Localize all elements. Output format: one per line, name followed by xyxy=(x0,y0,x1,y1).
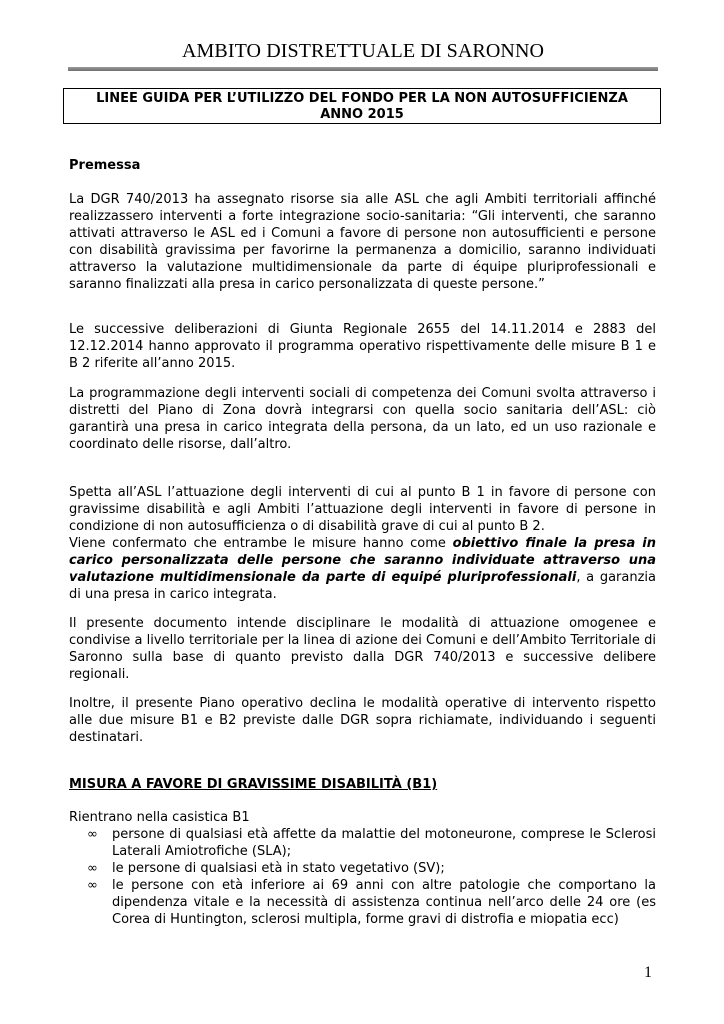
section-heading-misura-b1: MISURA A FAVORE DI GRAVISSIME DISABILITÀ (B1) xyxy=(69,777,438,792)
paragraph-dgr-740: La DGR 740/2013 ha assegnato risorse sia alle ASL che agli Ambiti territoriali affinché realizzassero interventi a forte integrazione socio-sanitaria: “Gli interventi, che saranno attivati attraverso le ASL ed i Comuni a favore di persone non autosufficienti e persone con disabilità gravissima per favorirne la permanenza a domicilio, saranno individuati attraverso la valutazione multidimensionale da parte di équipe pluriprofessionali e saranno finalizzati alla presa in carico personalizzata di queste persone.” xyxy=(69,192,656,292)
list-item xyxy=(69,860,656,877)
section-heading-premessa: Premessa xyxy=(69,158,141,173)
obiettivo-text-before: Viene confermato che entrambe le misure hanno come xyxy=(69,536,453,551)
header-divider xyxy=(68,67,658,71)
list-item xyxy=(69,877,656,928)
paragraph-presente-documento: Il presente documento intende disciplinare le modalità di attuazione omogenee e condivise a livello territoriale per la linea di azione dei Comuni e dell’Ambito Territoriale di Saronno sulla base di quanto previsto dalla DGR 740/2013 e successive delibere regionali. xyxy=(69,616,656,682)
paragraph-spetta-asl: Spetta all’ASL l’attuazione degli interventi di cui al punto B 1 in favore di persone con gravissime disabilità e agli Ambiti l’attuazione degli interventi in favore di persone in condizione di non autosufficienza o di disabilità grave di cui al punto B 2. xyxy=(69,485,656,534)
obiettivo-text-after: , a garanzia di una presa in carico integrata. xyxy=(69,570,656,602)
list-item-text: persone di qualsiasi età affette da malattie del motoneurone, comprese le Sclerosi Laterali Amiotrofiche (SLA); xyxy=(112,827,656,859)
document-title-line-1: LINEE GUIDA PER L’UTILIZZO DEL FONDO PER LA NON AUTOSUFFICIENZA xyxy=(96,91,628,106)
paragraph-obiettivo xyxy=(69,535,656,603)
list-item-text: le persone di qualsiasi età in stato vegetativo (SV); xyxy=(112,861,445,876)
infinity-bullet-icon: ∞ xyxy=(87,861,98,876)
misura-b1-list xyxy=(69,826,656,928)
page-number: 1 xyxy=(644,964,652,981)
infinity-bullet-icon: ∞ xyxy=(87,878,98,893)
document-title-box xyxy=(63,88,661,124)
misura-b1-intro: Rientrano nella casistica B1 xyxy=(69,810,250,825)
list-item xyxy=(69,826,656,860)
paragraph-programmazione: La programmazione degli interventi sociali di competenza dei Comuni svolta attraverso i distretti del Piano di Zona dovrà integrarsi con quella socio sanitaria dell’ASL: ciò garantirà una presa in carico integrata della persona, da un lato, ed un uso razionale e coordinato delle risorse, dall’altro. xyxy=(69,386,656,452)
paragraph-piano-operativo: Inoltre, il presente Piano operativo declina le modalità operative di intervento rispetto alle due misure B1 e B2 previste dalle DGR sopra richiamate, individuando i seguenti destinatari. xyxy=(69,696,656,745)
list-item-text: le persone con età inferiore ai 69 anni con altre patologie che comportano la dipendenza vitale e la necessità di assistenza continua nell’arco delle 24 ore (es Corea di Huntington, sclerosi multipla, forme gravi di distrofia e miopatia ecc) xyxy=(112,878,656,927)
paragraph-deliberazioni: Le successive deliberazioni di Giunta Regionale 2655 del 14.11.2014 e 2883 del 12.12.2014 hanno approvato il programma operativo rispettivamente delle misure B 1 e B 2 riferite all’anno 2015. xyxy=(69,322,656,371)
obiettivo-emphasis: obiettivo finale la presa in carico personalizzata delle persone che saranno individuate attraverso una valutazione multidimensionale da parte di equipé pluriprofessionali xyxy=(69,536,656,585)
document-title-line-2: ANNO 2015 xyxy=(320,107,404,122)
page-header-title: AMBITO DISTRETTUALE DI SARONNO xyxy=(181,40,545,62)
infinity-bullet-icon: ∞ xyxy=(87,827,98,842)
